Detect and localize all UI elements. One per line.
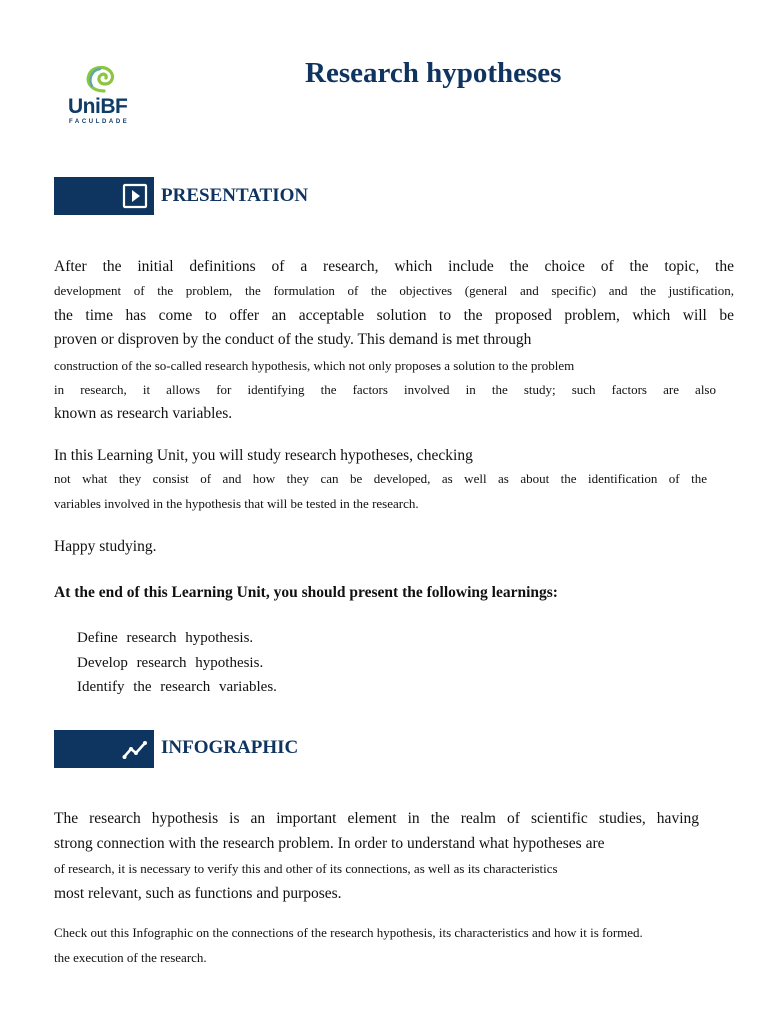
text-line: After the initial definitions of a research, which include the choice of the topic, the bbox=[54, 258, 734, 275]
logo-name: UniBF bbox=[68, 95, 128, 118]
presentation-bar bbox=[54, 177, 154, 215]
learning-item: Define research hypothesis. bbox=[77, 630, 254, 646]
page-title: Research hypotheses bbox=[305, 57, 562, 89]
text-line: of research, it is necessary to verify this and other of its connections, as well as its characteristics bbox=[54, 861, 558, 876]
learnings-intro: At the end of this Learning Unit, you should present the following learnings: bbox=[54, 584, 558, 601]
play-icon bbox=[122, 183, 148, 209]
text-line: The research hypothesis is an important element in the realm of scientific studies, having bbox=[54, 810, 699, 827]
text-line: Check out this Infographic on the connections of the research hypothesis, its characteristics and how it is formed. bbox=[54, 925, 643, 940]
logo-swirl-icon bbox=[84, 64, 120, 94]
text-line: known as research variables. bbox=[54, 405, 233, 422]
unibf-logo bbox=[66, 64, 138, 130]
trend-line-icon bbox=[122, 736, 148, 762]
text-line: most relevant, such as functions and purposes. bbox=[54, 885, 342, 902]
closing-text: Happy studying. bbox=[54, 538, 157, 555]
text-line: in research, it allows for identifying the factors involved in the study; such factors are also bbox=[54, 382, 716, 397]
text-line: In this Learning Unit, you will study research hypotheses, checking bbox=[54, 447, 473, 464]
text-line: construction of the so-called research hypothesis, which not only proposes a solution to the problem bbox=[54, 358, 575, 373]
infographic-bar bbox=[54, 730, 154, 768]
text-line: proven or disproven by the conduct of the study. This demand is met through bbox=[54, 331, 532, 348]
logo-subtitle: FACULDADE bbox=[69, 119, 130, 125]
text-line: the time has come to offer an acceptable solution to the proposed problem, which will be bbox=[54, 307, 734, 324]
infographic-heading: INFOGRAPHIC bbox=[161, 737, 299, 758]
text-line: variables involved in the hypothesis that will be tested in the research. bbox=[54, 496, 419, 511]
presentation-heading: PRESENTATION bbox=[161, 185, 309, 206]
text-line: not what they consist of and how they can be developed, as well as about the identification of the bbox=[54, 471, 707, 486]
text-line: strong connection with the research problem. In order to understand what hypotheses are bbox=[54, 835, 605, 852]
learning-item: Identify the research variables. bbox=[77, 679, 277, 695]
text-line: the execution of the research. bbox=[54, 950, 207, 965]
learning-item: Develop research hypothesis. bbox=[77, 655, 264, 671]
text-line: development of the problem, the formulation of the objectives (general and specific) and the justification, bbox=[54, 283, 734, 298]
